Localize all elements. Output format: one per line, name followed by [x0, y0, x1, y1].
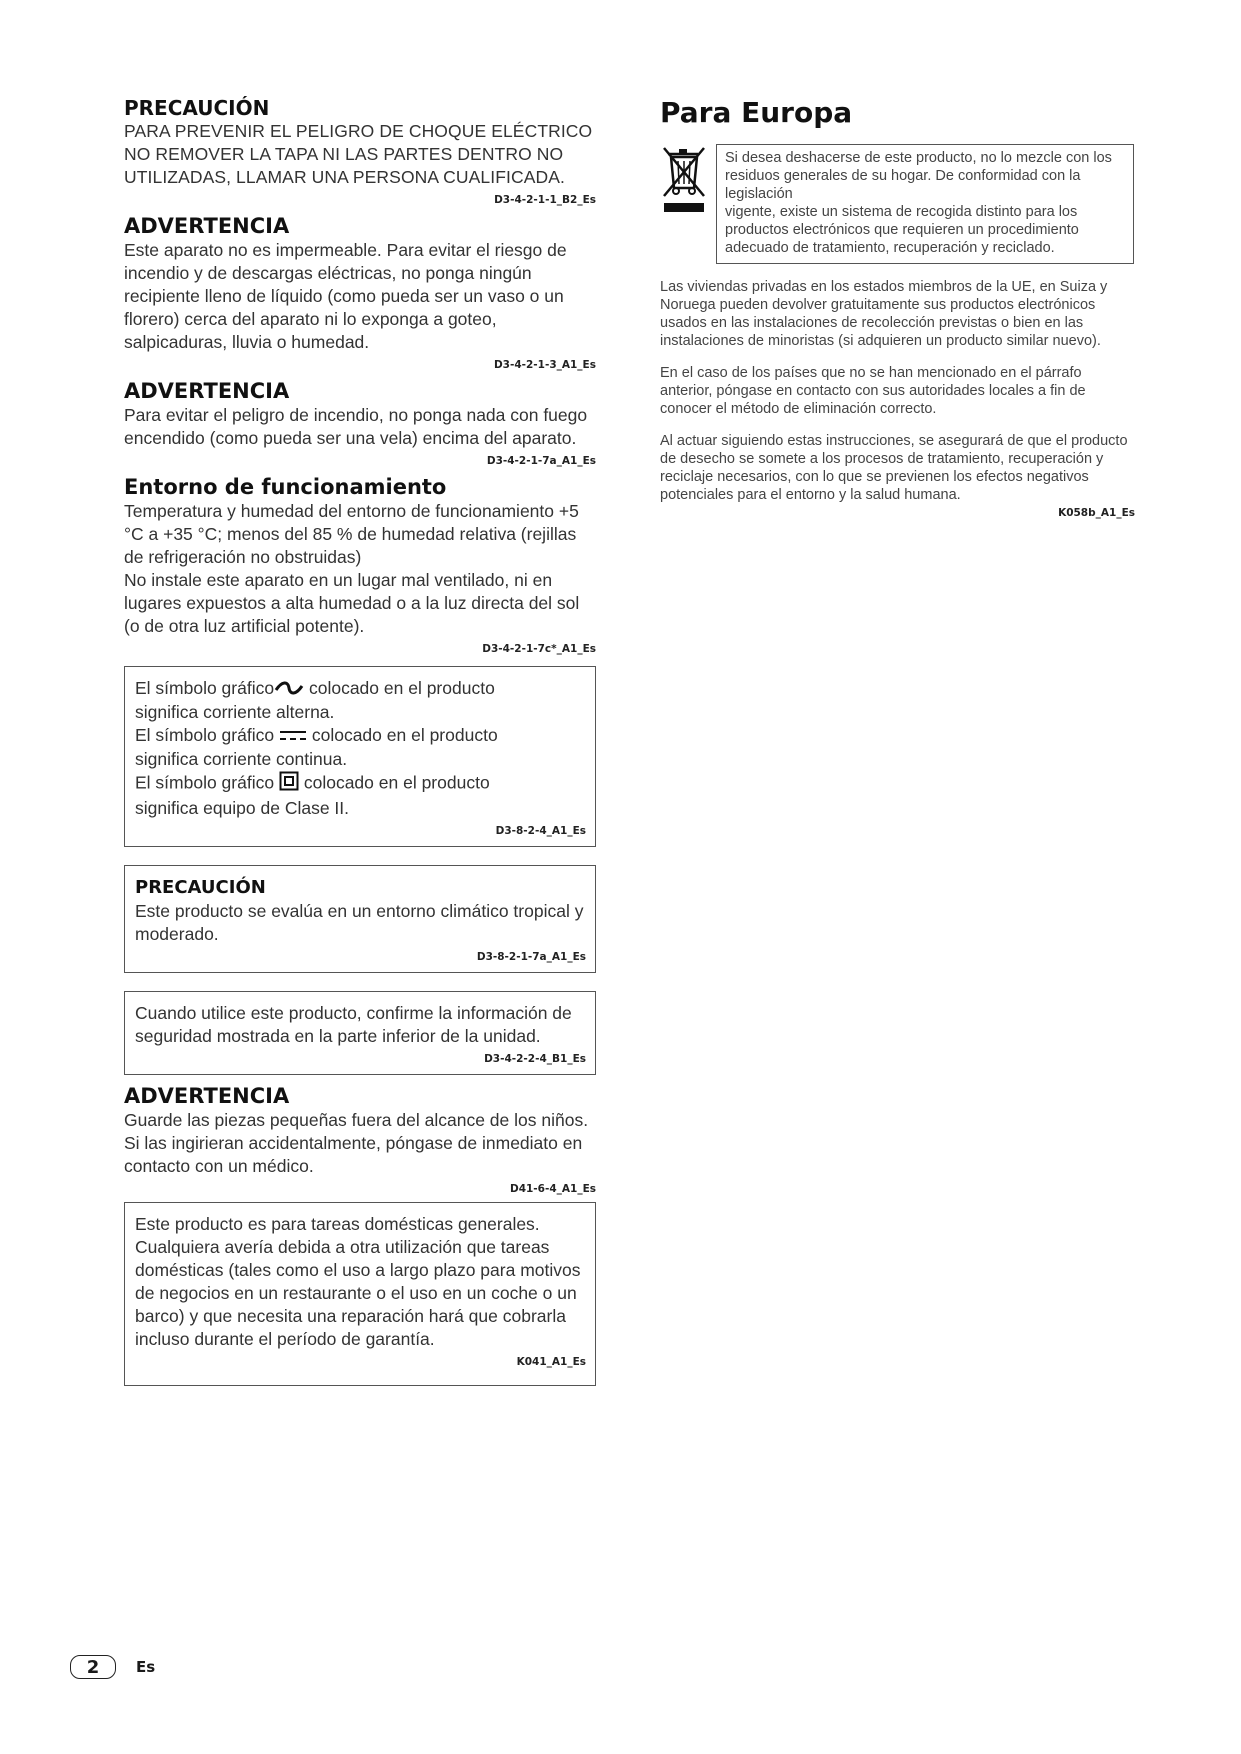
domestic-use-text: Este producto es para tareas domésticas generales. Cualquiera avería debida a otra utilización que tareas domésticas (tales como el uso a largo plazo para motivos de negocios en un restaurante o el uso en un coche o un barco) y que necesita una reparación hará que cobrarla incluso durante el período de garantía. [135, 1213, 581, 1349]
warning-text: Para evitar el peligro de incendio, no ponga nada con fuego encendido (como pueda ser una vela) encima del aparato. [124, 405, 588, 448]
warning-text: Guarde las piezas pequeñas fuera del alcance de los niños. Si las ingirieran accidentalmente, póngase de inmediato en contacto con un médico. [124, 1109, 589, 1176]
climate-caution-text: Este producto se evalúa en un entorno climático tropical y moderado. [135, 900, 584, 944]
caution-line-3: UTILIZADAS, LLAMAR UNA PERSONA CUALIFICADA. [124, 167, 565, 187]
caution-line-2: NO REMOVER LA TAPA NI LAS PARTES DENTRO NO [124, 144, 564, 164]
warning-water-section [124, 213, 596, 372]
europe-paragraph-2: En el caso de los países que no se han mencionado en el párrafo anterior, póngase en contacto con sus autoridades locales a fin de conocer el método de eliminación correcto. [660, 365, 1086, 417]
symbol-line [135, 677, 586, 701]
europe-paragraph-3: Al actuar siguiendo estas instrucciones, se asegurará de que el producto de desecho se somete a los procesos de tratamiento, recuperación y reciclaje necesarios, con lo que se previenen los efectos negativos potenciales para el entorno y la salud humana. [660, 433, 1128, 503]
page-number: 2 [70, 1655, 116, 1679]
language-code: Es [136, 1658, 156, 1676]
weee-crossed-bin-icon [660, 144, 716, 221]
symbol-line [135, 724, 586, 748]
class-ii-symbol-icon [279, 771, 299, 797]
symbol-desc: colocado en el producto [303, 772, 490, 793]
domestic-use-code: K041_A1_Es [516, 1355, 586, 1368]
weee-box [716, 144, 1134, 264]
symbol-meaning: significa equipo de Clase II. [135, 797, 350, 818]
warning-code: D41-6-4_A1_Es [509, 1182, 596, 1195]
right-column [660, 96, 1135, 520]
symbol-desc: colocado en el producto [311, 724, 498, 745]
symbol-label: El símbolo gráfico [135, 772, 275, 793]
climate-caution-code: D3-8-2-1-7a_A1_Es [476, 950, 586, 963]
symbols-code: D3-8-2-4_A1_Es [495, 824, 586, 837]
dc-symbol-icon [279, 725, 307, 748]
warning-heading: ADVERTENCIA [124, 379, 290, 403]
safety-info-code: D3-4-2-2-4_B1_Es [484, 1052, 586, 1065]
symbols-box [124, 666, 596, 847]
environment-section [124, 474, 596, 656]
warning-small-parts-section [124, 1083, 596, 1196]
europe-paragraph-1: Las viviendas privadas en los estados miembros de la UE, en Suiza y Noruega pueden devolver gratuitamente sus productos electrónicos usados en las instalaciones de recolección previstas o bien en las instalaciones de minoristas (si adquieren un producto similar nuevo). [660, 279, 1108, 349]
warning-fire-section [124, 378, 596, 468]
safety-info-box [124, 991, 596, 1075]
weee-box-line-1: Si desea deshacerse de este producto, no lo mezcle con los residuos generales de su hogar. De conformidad con la legislación [725, 150, 1112, 202]
weee-notice [660, 144, 1135, 264]
warning-code: D3-4-2-1-7a_A1_Es [486, 455, 596, 467]
warning-text: Este aparato no es impermeable. Para evitar el riesgo de incendio y de descargas eléctricas, no ponga ningún recipiente lleno de líquido (como pueda ser un vaso o un florero) cerca del aparato ni lo exponga a goteo, salpicaduras, lluvia o humedad. [124, 240, 567, 352]
caution-code: D3-4-2-1-1_B2_Es [494, 194, 596, 206]
environment-heading: Entorno de funcionamiento [124, 475, 447, 499]
environment-text-1: Temperatura y humedad del entorno de funcionamiento +5 °C a +35 °C; menos del 85 % de humedad relativa (rejillas de refrigeración no obstruidas) [124, 501, 579, 567]
environment-text-2: No instale este aparato en un lugar mal ventilado, ni en lugares expuestos a alta humedad o a la luz directa del sol (o de otra luz artificial potente). [124, 570, 580, 636]
safety-info-text: Cuando utilice este producto, confirme la información de seguridad mostrada en la parte inferior de la unidad. [135, 1002, 572, 1046]
climate-caution-heading: PRECAUCIÓN [135, 876, 266, 898]
page-footer [70, 1655, 155, 1679]
symbol-label: El símbolo gráfico [135, 724, 275, 745]
symbol-meaning: significa corriente continua. [135, 748, 348, 769]
weee-box-line-2: vigente, existe un sistema de recogida distinto para los productos electrónicos que requieren un procedimiento adecuado de tratamiento, recuperación y reciclado. [725, 204, 1079, 256]
caution-line-1: PARA PREVENIR EL PELIGRO DE CHOQUE ELÉCTRICO [124, 121, 593, 141]
europe-code: K058b_A1_Es [1058, 507, 1135, 519]
caution-heading: PRECAUCIÓN [124, 96, 270, 120]
ac-symbol-icon [274, 678, 304, 701]
climate-caution-box [124, 865, 596, 973]
environment-code: D3-4-2-1-7c*_A1_Es [482, 643, 596, 655]
warning-heading: ADVERTENCIA [124, 1083, 290, 1108]
domestic-use-box [124, 1202, 596, 1386]
symbol-label: El símbolo gráfico [135, 678, 275, 698]
left-column [124, 96, 596, 1386]
europe-heading: Para Europa [660, 96, 853, 129]
symbol-desc: colocado en el producto [308, 678, 495, 698]
caution-section [124, 96, 596, 207]
warning-heading: ADVERTENCIA [124, 214, 290, 238]
warning-code: D3-4-2-1-3_A1_Es [493, 359, 596, 371]
symbol-meaning: significa corriente alterna. [135, 701, 335, 722]
symbol-line [135, 771, 586, 797]
